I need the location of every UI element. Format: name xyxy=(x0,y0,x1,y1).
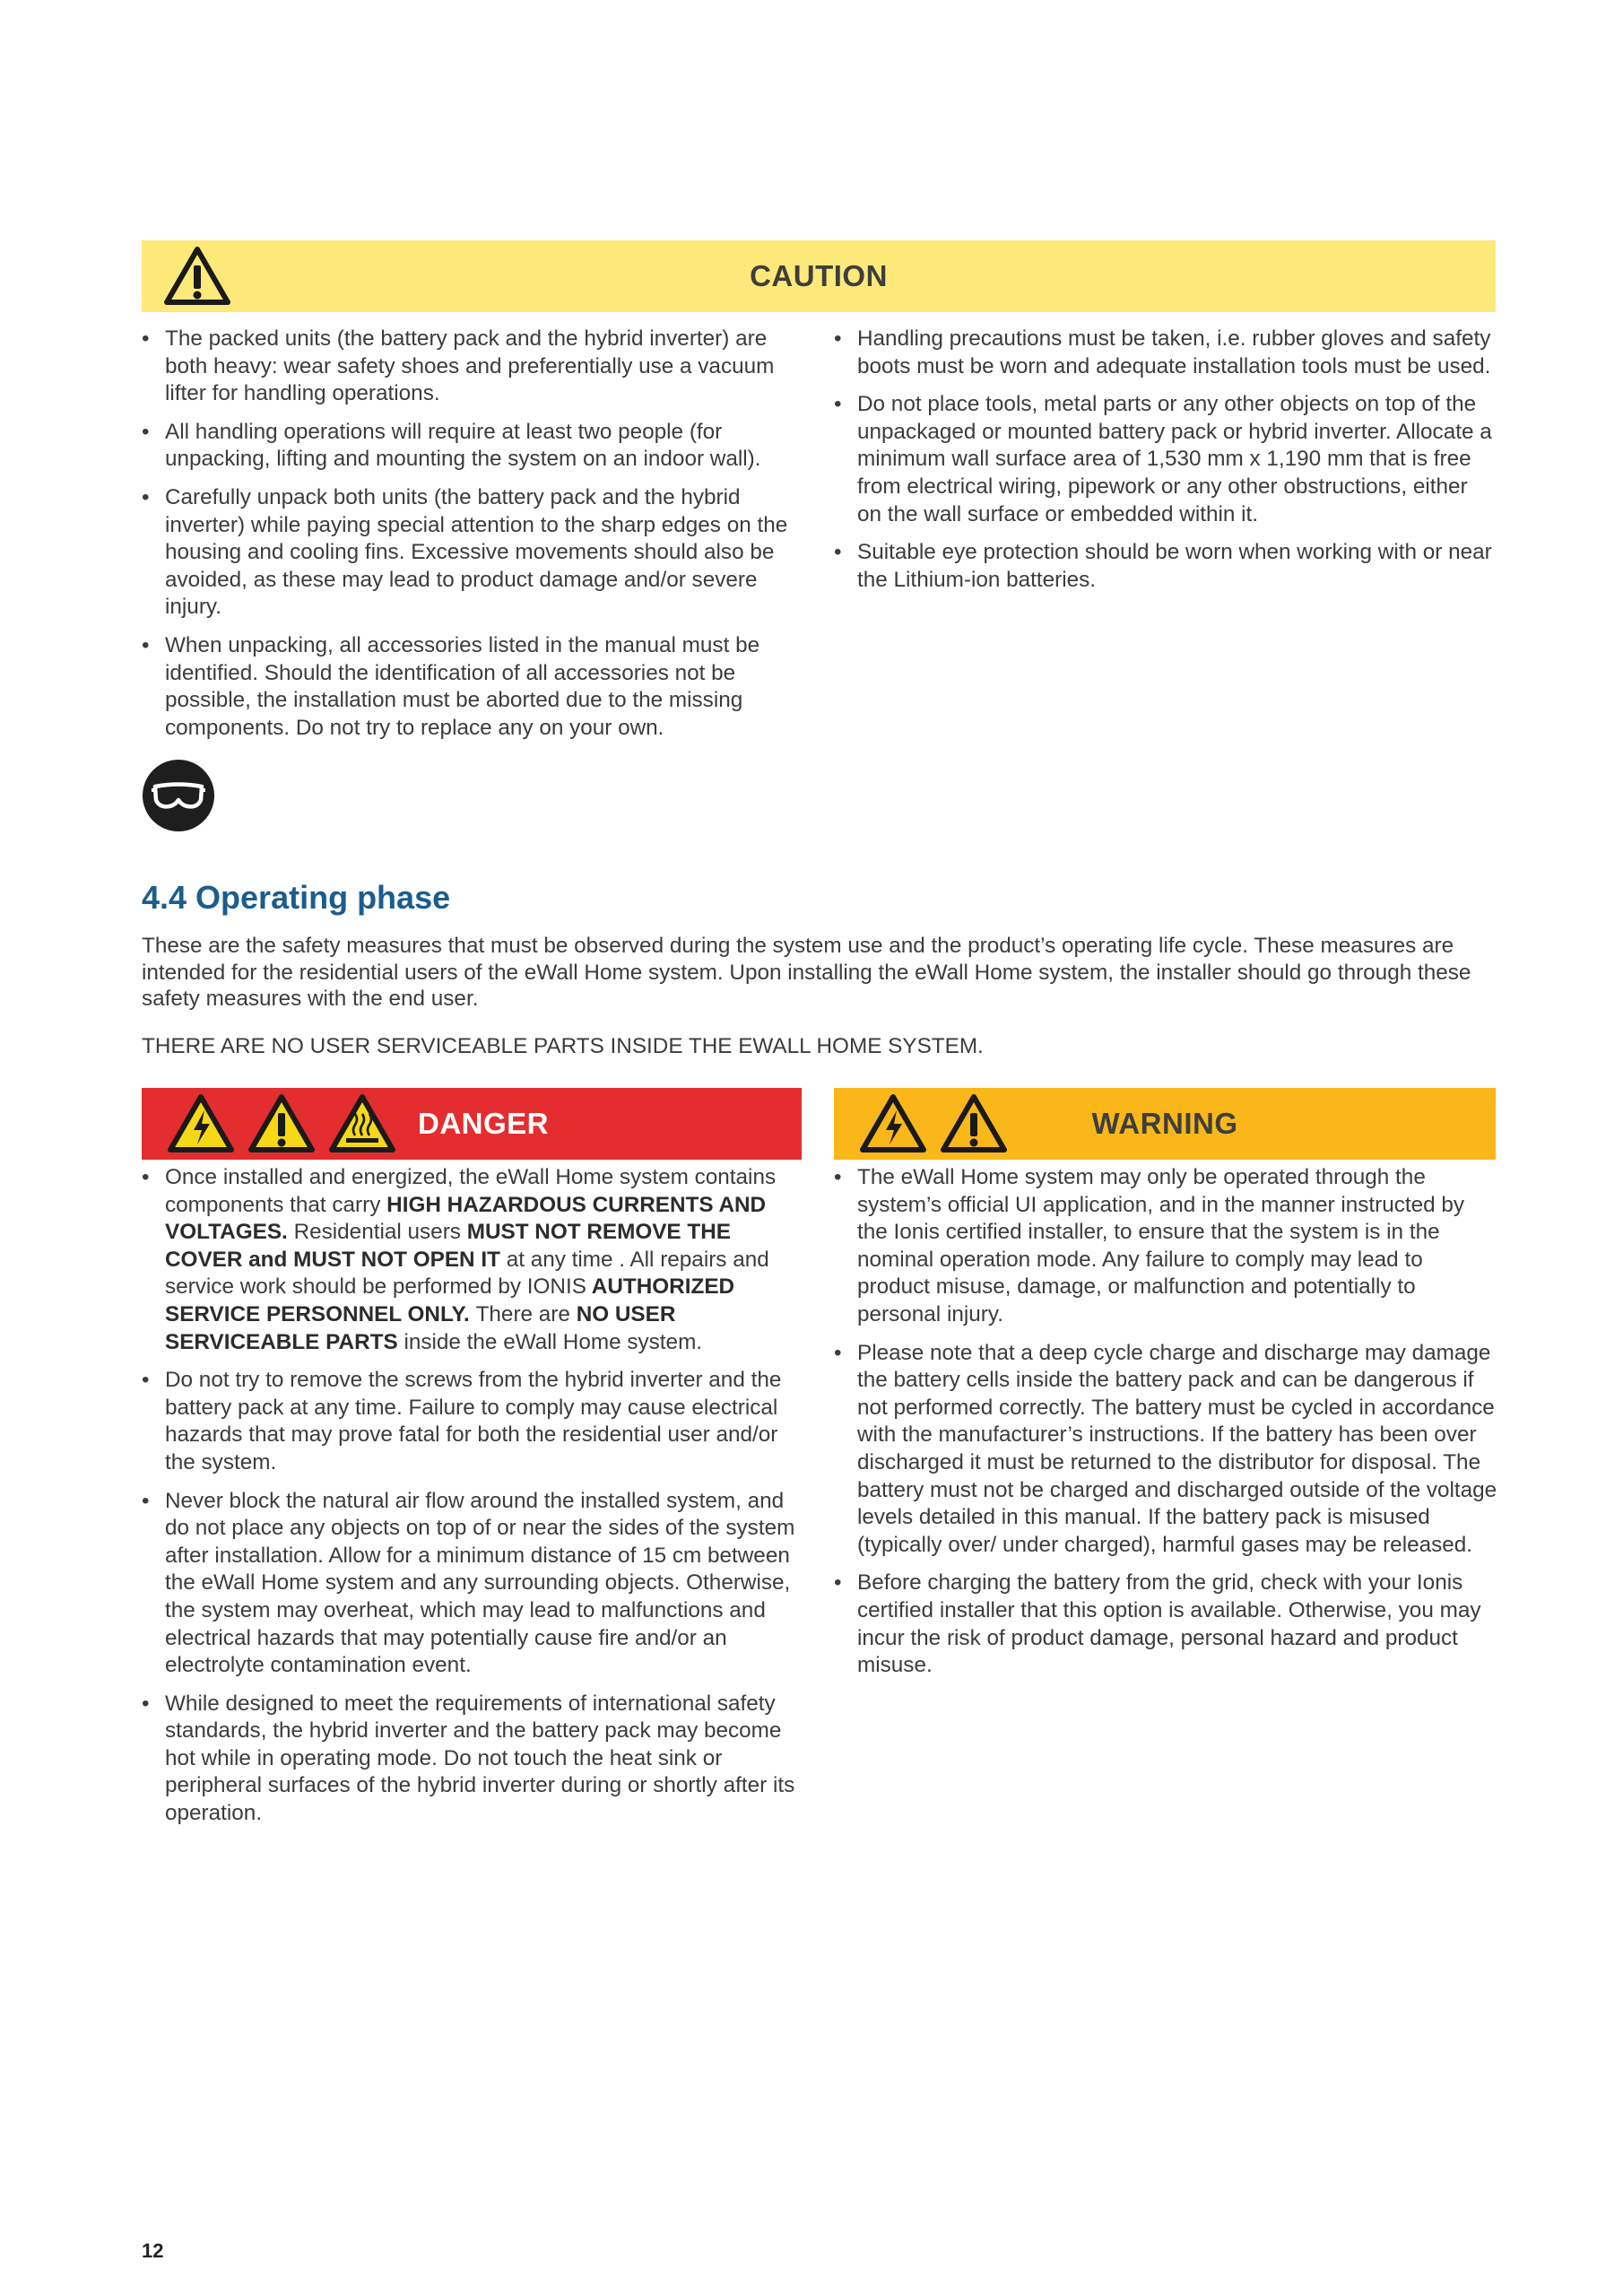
list-item: • The packed units (the battery pack and the hybrid inverter) are both heavy: wear safety shoes and preferentially use a vacuum lifter for handling operations. xyxy=(142,326,801,408)
hot-surface-icon xyxy=(328,1092,396,1155)
warning-title: WARNING xyxy=(1091,1107,1238,1140)
list-item: • Please note that a deep cycle charge and discharge may damage the battery cells inside the battery pack and can be dangerous if not performed correctly. The battery must be cycled in accordance with the manufacturer’s instructions. If the battery has been over discharged it must be returned to the distributor for disposal. The battery must not be charged and discharged outside of the voltage levels detailed in this manual. If the battery pack is misused (typically over/ under charged), harmful gases may be released. xyxy=(834,1340,1497,1560)
list-item: • Do not try to remove the screws from the hybrid inverter and the battery pack at any time. Failure to comply may cause electrical hazards that may prove fatal for both the residential user and/or the system. xyxy=(142,1367,796,1476)
danger-list xyxy=(142,1164,796,1839)
warning-triangle-icon xyxy=(247,1092,316,1155)
danger-banner xyxy=(142,1088,802,1160)
list-item: • Suitable eye protection should be worn when working with or near the Lithium-ion batteries. xyxy=(834,539,1497,594)
list-item: • The eWall Home system may only be operated through the system’s official UI application, and in the manner instructed by the Ionis certified installer, to ensure that the system is in the nominal operation mode. Any failure to comply may lead to product misuse, damage, or malfunction and potentially to personal injury. xyxy=(834,1164,1497,1329)
list-item: • Handling precautions must be taken, i.e. rubber gloves and safety boots must be worn and adequate installation tools must be used. xyxy=(834,326,1497,380)
warning-banner xyxy=(834,1088,1496,1160)
list-item: • Carefully unpack both units (the battery pack and the hybrid inverter) while paying special attention to the sharp edges on the housing and cooling fins. Excessive movements should also be avoided, as these may lead to product damage and/or severe injury. xyxy=(142,484,801,622)
caution-banner xyxy=(142,240,1496,312)
list-item: • Do not place tools, metal parts or any other objects on top of the unpackaged or mounted battery pack or hybrid inverter. Allocate a minimum wall surface area of 1,530 mm x 1,190 mm that is free from electrical wiring, pipework or any other obstructions, either on the wall surface or embedded within it. xyxy=(834,391,1497,528)
warning-list xyxy=(834,1164,1497,1691)
safety-goggles-icon xyxy=(142,759,215,832)
list-item: • All handling operations will require at least two people (for unpacking, lifting and mounting the system on an indoor wall). xyxy=(142,419,801,474)
page-number: 12 xyxy=(142,2239,164,2262)
list-item: • When unpacking, all accessories listed in the manual must be identified. Should the identification of all accessories not be possible, the installation must be aborted due to the missing components. Do not try to replace any on your own. xyxy=(142,632,801,742)
caution-left-list xyxy=(142,326,801,752)
section-heading: 4.4 Operating phase xyxy=(142,879,451,916)
caution-title: CAUTION xyxy=(750,259,888,292)
danger-title: DANGER xyxy=(418,1107,550,1140)
electrical-hazard-icon xyxy=(167,1092,235,1155)
list-item: • Before charging the battery from the grid, check with your Ionis certified installer that this option is available. Otherwise, you may incur the risk of product damage, personal hazard and product misuse. xyxy=(834,1570,1497,1679)
caution-right-list xyxy=(834,326,1497,604)
section-intro: These are the safety measures that must be observed during the system use and the product’s operating life cycle. These measures are intended for the residential users of the eWall Home system. Upon installing the eWall Home system, the installer should go through these safety measures with the end user. xyxy=(142,934,1471,1011)
list-item: • Never block the natural air flow around the installed system, and do not place any objects on top of or near the sides of the system after installation. Allow for a minimum distance of 15 cm between the eWall Home system and any surrounding objects. Otherwise, the system may overheat, which may lead to malfunctions and electrical hazards that may potentially cause fire and/or an electrolyte contamination event. xyxy=(142,1488,796,1680)
list-item: • While designed to meet the requirements of international safety standards, the hybrid inverter and the battery pack may become hot while in operating mode. Do not touch the heat sink or peripheral surfaces of the hybrid inverter during or shortly after its operation. xyxy=(142,1691,796,1828)
list-item: • Once installed and energized, the eWall Home system contains components that carry HIGH HAZARDOUS CURRENTS AND VOLTAGES. Residential users MUST NOT REMOVE THE COVER and MUST NOT OPEN IT at any time . All repairs and service work should be performed by IONIS AUTHORIZED SERVICE PERSONNEL ONLY. There are NO USER SERVICEABLE PARTS inside the eWall Home system. xyxy=(142,1164,796,1356)
section-note: THERE ARE NO USER SERVICEABLE PARTS INSIDE THE EWALL HOME SYSTEM. xyxy=(142,1034,984,1058)
